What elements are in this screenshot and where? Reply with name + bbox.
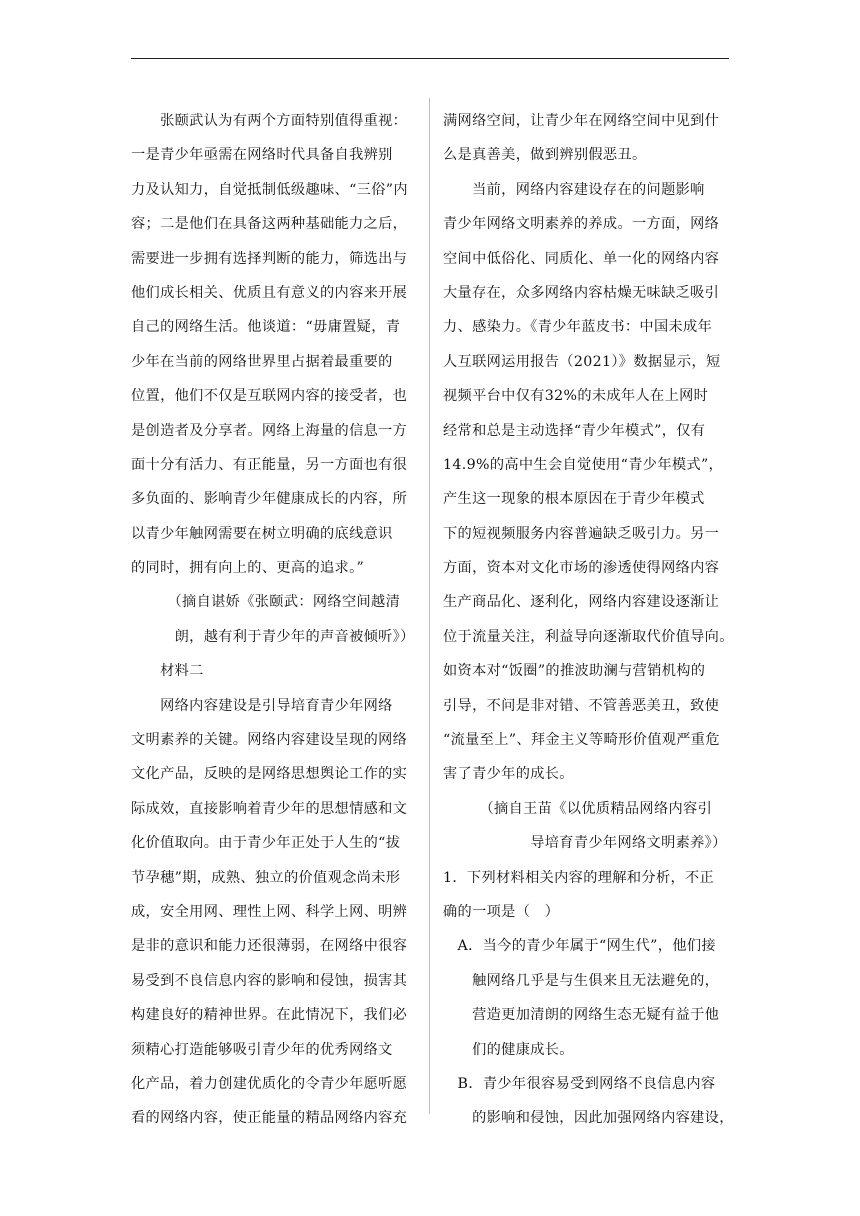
text-line: 生产商品化、逐利化，网络内容建设逐渐让 <box>443 594 720 611</box>
text-line: （摘自谌娇《张颐武：网络空间越清 <box>131 594 401 611</box>
text-line: 方面，资本对文化市场的渗透使得网络内容 <box>443 560 720 577</box>
text-line: 的影响和侵蚀，因此加强网络内容建设， <box>443 1110 734 1127</box>
text-line: 朗，越有利于青少年的声音被倾听》） <box>131 628 415 645</box>
text-line: 空间中低俗化、同质化、单一化的网络内容 <box>443 250 720 267</box>
text-line: 大量存在，众多网络内容枯燥无味缺乏吸引 <box>443 284 720 301</box>
text-line: 营造更加清朗的网络生态无疑有益于他 <box>443 1007 720 1024</box>
text-line: 下的短视频服务内容普遍缺乏吸引力。另一 <box>443 525 720 542</box>
column-divider <box>429 98 430 1114</box>
text-line: 引导，不问是非对错、不管善恶美丑，致使 <box>443 697 720 714</box>
text-line: 看的网络内容，使正能量的精品网络内容充 <box>131 1110 408 1127</box>
text-line: 如资本对“饭圈”的推波助澜与营销机构的 <box>443 663 706 680</box>
right-column <box>443 104 739 1136</box>
text-line: 易受到不良信息内容的影响和侵蚀，损害其 <box>131 972 408 989</box>
text-line: 么是真善美，做到辨别假恶丑。 <box>443 147 647 164</box>
text-line: 力、感染力。《青少年蓝皮书：中国未成年 <box>443 319 713 336</box>
text-line: 是非的意识和能力还很薄弱，在网络中很容 <box>131 938 408 955</box>
text-line: 他们成长相关、优质且有意义的内容来开展 <box>131 284 408 301</box>
text-line: “流量至上”、拜金主义等畸形价值观严重危 <box>443 732 720 749</box>
text-line: 面十分有活力、有正能量，另一方面也有很 <box>131 456 408 473</box>
header-rule <box>131 58 729 59</box>
text-line: 多负面的、影响青少年健康成长的内容，所 <box>131 491 408 508</box>
text-line: 文化产品，反映的是网络思想舆论工作的实 <box>131 766 408 783</box>
text-line: 青少年网络文明素养的养成。一方面，网络 <box>443 216 720 233</box>
text-line: 位置，他们不仅是互联网内容的接受者，也 <box>131 388 408 405</box>
left-column <box>131 104 421 1136</box>
text-line: 经常和总是主动选择“青少年模式”，仅有 <box>443 422 706 439</box>
text-line: B．青少年很容易受到网络不良信息内容 <box>443 1075 716 1092</box>
text-line: 当前，网络内容建设存在的问题影响 <box>443 181 705 198</box>
text-line: A．当今的青少年属于“网生代”，他们接 <box>443 938 716 955</box>
text-line: 文明素养的关键。网络内容建设呈现的网络 <box>131 732 408 749</box>
text-line: （摘自王苗《以优质精品网络内容引 <box>443 800 713 817</box>
text-line: 少年在当前的网络世界里占据着最重要的 <box>131 353 393 370</box>
text-line: 须精心打造能够吸引青少年的优秀网络文 <box>131 1041 393 1058</box>
text-line: 材料二 <box>131 663 204 680</box>
text-line: 化产品，着力创建优质化的令青少年愿听愿 <box>131 1075 408 1092</box>
text-line: 自己的网络生活。他谈道：“毋庸置疑，青 <box>131 319 401 336</box>
text-line: 力及认知力，自觉抵制低级趣味、“三俗”内 <box>131 181 408 198</box>
text-line: 构建良好的精神世界。在此情况下，我们必 <box>131 1007 408 1024</box>
text-line: 张颐武认为有两个方面特别值得重视： <box>131 113 408 129</box>
text-line: 1．下列材料相关内容的理解和分析，不正 <box>443 869 715 886</box>
text-line: 人互联网运用报告（2021）》数据显示，短 <box>443 353 721 370</box>
text-line: 是创造者及分享者。网络上海量的信息一方 <box>131 422 408 439</box>
text-line: 14.9%的高中生会自觉使用“青少年模式”， <box>443 456 724 473</box>
text-line: 需要进一步拥有选择判断的能力，筛选出与 <box>131 250 408 267</box>
text-line: 视频平台中仅有32%的未成年人在上网时 <box>443 388 709 405</box>
text-line: 节孕穗”期，成熟、独立的价值观念尚未形 <box>131 869 401 886</box>
text-line: 产生这一现象的根本原因在于青少年模式 <box>443 491 705 508</box>
text-line: 成，安全用网、理性上网、科学上网、明辨 <box>131 903 408 920</box>
text-line: 网络内容建设是引导培育青少年网络 <box>131 697 393 714</box>
text-line: 导培育青少年网络文明素养》） <box>443 835 727 852</box>
text-line: 一是青少年亟需在网络时代具备自我辨别 <box>131 147 393 164</box>
text-line: 的同时，拥有向上的、更高的追求。” <box>131 560 365 577</box>
text-line: 际成效，直接影响着青少年的思想情感和文 <box>131 800 408 817</box>
text-line: 触网络几乎是与生俱来且无法避免的， <box>443 972 720 989</box>
text-line: 确的一项是（ ） <box>443 903 560 920</box>
text-line: 以青少年触网需要在树立明确的底线意识 <box>131 525 393 542</box>
text-line: 满网络空间，让青少年在网络空间中见到什 <box>443 113 720 129</box>
text-line: 化价值取向。由于青少年正处于人生的“拔 <box>131 835 401 852</box>
text-line: 们的健康成长。 <box>443 1041 574 1058</box>
text-line: 害了青少年的成长。 <box>443 766 574 783</box>
text-line: 容；二是他们在具备这两种基础能力之后， <box>131 216 408 233</box>
text-line: 位于流量关注，利益导向逐渐取代价值导向。 <box>443 628 734 645</box>
